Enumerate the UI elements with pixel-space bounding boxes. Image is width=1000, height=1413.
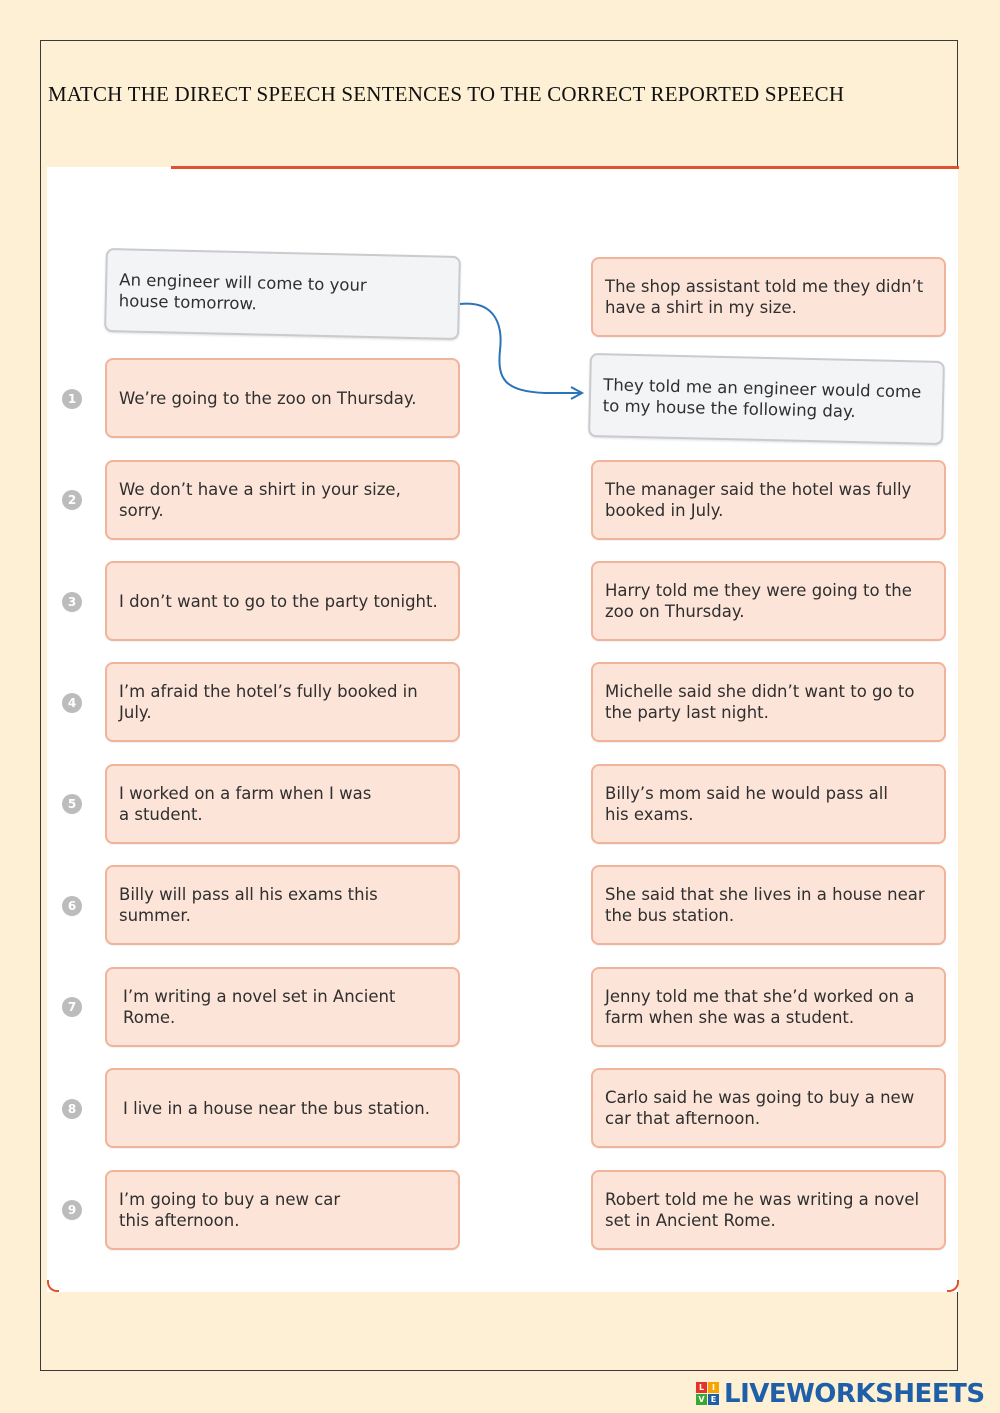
reported-speech-card-a[interactable] — [591, 257, 946, 337]
direct-speech-text: I’m going to buy a new car this afternoon. — [119, 1190, 341, 1230]
direct-speech-card-2[interactable] — [105, 460, 460, 540]
reported-speech-card-e[interactable] — [591, 764, 946, 844]
item-number-4: 4 — [62, 693, 82, 713]
direct-speech-card-7[interactable] — [105, 967, 460, 1047]
reported-speech-text: Billy’s mom said he would pass all his exams. — [605, 784, 888, 824]
direct-speech-card-4[interactable] — [105, 662, 460, 742]
direct-speech-card-6[interactable] — [105, 865, 460, 945]
item-number-5: 5 — [62, 794, 82, 814]
reported-speech-card-g[interactable] — [591, 967, 946, 1047]
worksheet-title: MATCH THE DIRECT SPEECH SENTENCES TO THE CORRECT REPORTED SPEECH — [48, 82, 845, 106]
reported-speech-text: Robert told me he was writing a novel set in Ancient Rome. — [605, 1190, 920, 1230]
logo-mark-letter: E — [708, 1394, 719, 1405]
direct-speech-text: We’re going to the zoo on Thursday. — [119, 388, 417, 408]
direct-speech-card-1[interactable] — [105, 358, 460, 438]
reported-speech-text: She said that she lives in a house near the bus station. — [605, 885, 925, 925]
panel-top-rule — [171, 166, 959, 169]
logo-mark-letter: I — [708, 1382, 719, 1393]
reported-speech-card-b[interactable] — [591, 460, 946, 540]
direct-speech-text: Billy will pass all his exams this summer. — [119, 885, 378, 925]
reported-speech-card-d[interactable] — [591, 662, 946, 742]
example-direct-card — [104, 248, 461, 340]
direct-speech-card-5[interactable] — [105, 764, 460, 844]
example-reported-text: They told me an engineer would come to my house the following day. — [602, 375, 922, 422]
direct-speech-text: I’m afraid the hotel’s fully booked in July. — [119, 682, 418, 722]
direct-speech-text: I don’t want to go to the party tonight. — [119, 591, 438, 611]
direct-speech-card-9[interactable] — [105, 1170, 460, 1250]
example-arrow — [455, 295, 595, 405]
direct-speech-text: I worked on a farm when I was a student. — [119, 784, 372, 824]
logo-mark-letter: L — [696, 1382, 707, 1393]
direct-speech-text: We don’t have a shirt in your size, sorry. — [119, 480, 401, 520]
direct-speech-text: I live in a house near the bus station. — [123, 1098, 430, 1118]
item-number-1: 1 — [62, 389, 82, 409]
example-reported-card — [588, 353, 945, 445]
item-number-3: 3 — [62, 592, 82, 612]
liveworksheets-logo-text: LIVEWORKSHEETS — [724, 1379, 985, 1409]
reported-speech-text: Carlo said he was going to buy a new car that afternoon. — [605, 1088, 915, 1128]
liveworksheets-logo — [696, 1378, 985, 1410]
reported-speech-card-c[interactable] — [591, 561, 946, 641]
reported-speech-card-h[interactable] — [591, 1068, 946, 1148]
direct-speech-card-8[interactable] — [105, 1068, 460, 1148]
item-number-8: 8 — [62, 1099, 82, 1119]
reported-speech-text: Michelle said she didn’t want to go to the party last night. — [605, 682, 915, 722]
reported-speech-card-i[interactable] — [591, 1170, 946, 1250]
item-number-7: 7 — [62, 997, 82, 1017]
item-number-9: 9 — [62, 1200, 82, 1220]
logo-mark-letter: V — [696, 1394, 707, 1405]
reported-speech-text: The manager said the hotel was fully booked in July. — [605, 480, 912, 520]
reported-speech-text: Jenny told me that she’d worked on a farm when she was a student. — [605, 987, 915, 1027]
direct-speech-card-3[interactable] — [105, 561, 460, 641]
item-number-6: 6 — [62, 896, 82, 916]
item-number-2: 2 — [62, 490, 82, 510]
liveworksheets-logo-mark-icon — [696, 1382, 720, 1406]
example-direct-text: An engineer will come to your house tomorrow. — [118, 270, 367, 314]
direct-speech-text: I’m writing a novel set in Ancient Rome. — [123, 987, 396, 1027]
reported-speech-text: The shop assistant told me they didn’t have a shirt in my size. — [605, 277, 924, 317]
reported-speech-text: Harry told me they were going to the zoo on Thursday. — [605, 581, 912, 621]
reported-speech-card-f[interactable] — [591, 865, 946, 945]
